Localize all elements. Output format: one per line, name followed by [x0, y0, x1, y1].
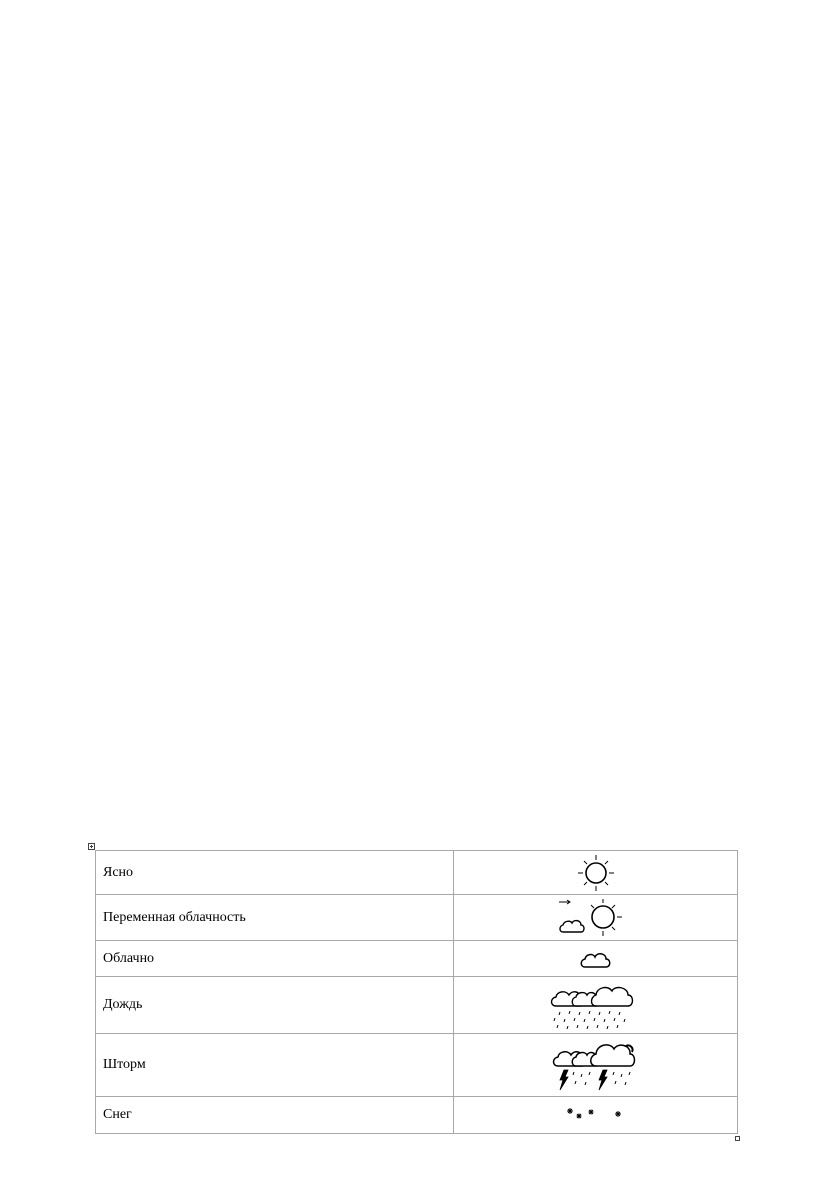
rain-icon	[454, 977, 738, 1034]
storm-icon	[454, 1034, 738, 1097]
row-label-cloudy: Облачно	[96, 941, 454, 977]
row-label-clear: Ясно	[96, 851, 454, 895]
table-row	[96, 941, 738, 977]
table-row	[96, 851, 738, 895]
table-row	[96, 895, 738, 941]
row-label-snow: Снег	[96, 1097, 454, 1134]
partly-cloudy-icon	[454, 895, 738, 941]
table-resize-handle[interactable]	[735, 1136, 740, 1141]
weather-legend-table	[95, 850, 738, 1134]
cloud-icon	[454, 941, 738, 977]
row-label-rain: Дождь	[96, 977, 454, 1034]
table-row	[96, 1034, 738, 1097]
sun-icon	[454, 851, 738, 895]
table-row	[96, 977, 738, 1034]
row-label-storm: Шторм	[96, 1034, 454, 1097]
row-label-partly-cloudy: Переменная облачность	[96, 895, 454, 941]
table-row	[96, 1097, 738, 1134]
snow-icon	[454, 1097, 738, 1134]
table-move-handle[interactable]	[88, 843, 95, 850]
